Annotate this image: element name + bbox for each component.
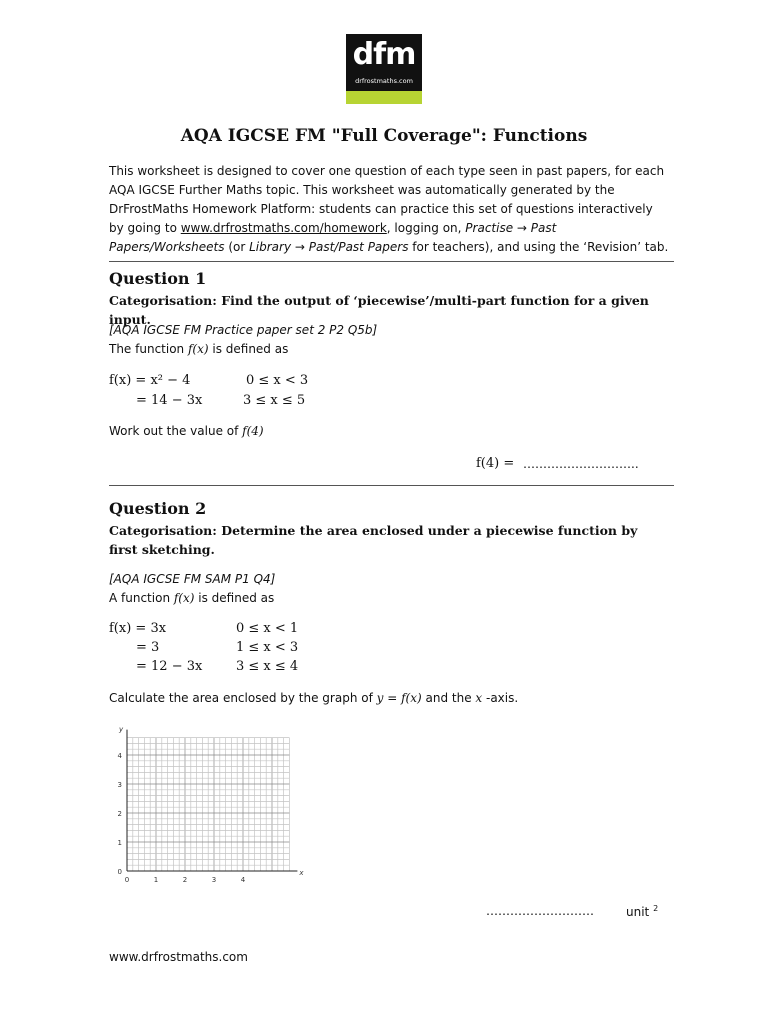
logo-text: dfm [352,37,416,72]
intro-text-4: for teachers), and using the ‘Revision’ tab. [408,240,669,254]
logo-url: drfrostmaths.com [355,77,413,85]
footer-url: www.drfrostmaths.com [109,950,248,964]
q1-source: [AQA IGCSE FM Practice paper set 2 P2 Q5b] [109,323,378,337]
q2-row-3-lhs: = 12 − 3x [136,659,203,674]
x-tick-label: 4 [240,876,246,884]
q2-row-1-lhs: f(x) = 3x [109,621,167,636]
q1-category: Categorisation: Find the output of ‘piecewise’/multi-part function for a given input. [109,293,649,327]
q2-source: [AQA IGCSE FM SAM P1 Q4] [109,572,276,586]
q2-row-3-cond: 3 ≤ x ≤ 4 [236,659,299,674]
q1-stem: The function f(x) is defined as [109,342,289,356]
y-tick-label: 3 [117,781,122,789]
page-title: AQA IGCSE FM "Full Coverage": Functions [180,126,588,146]
x-axis-label: x [299,869,304,877]
q1-row-1-lhs: f(x) = x² − 4 [109,373,191,388]
q2-heading: Question 2 [109,499,207,518]
q1-row-2-lhs: = 14 − 3x [136,393,203,408]
q2-row-2-cond: 1 ≤ x < 3 [236,640,299,655]
q1-ask: Work out the value of f(4) [109,424,264,438]
intro-library-path: Library → Past/Past Papers [249,240,409,254]
intro-practise-path: Practise → Past Papers/Worksheets [109,221,557,254]
q1-answer-label: f(4) = [476,456,515,471]
blank-grid[interactable] [100,718,304,890]
intro-text-2: , logging on, [386,221,466,235]
x-tick-label: 2 [182,876,188,884]
y-tick-label: 2 [117,810,122,818]
q1-row-2-cond: 3 ≤ x ≤ 5 [243,393,306,408]
q1-answer-line[interactable]: ……………………….. [523,457,639,471]
intro-paragraph [109,162,669,257]
q2-row-1-cond: 0 ≤ x < 1 [236,621,299,636]
q2-ask: Calculate the area enclosed by the graph of y = f(x) and the x -axis. [109,691,519,705]
intro-text-3: (or [224,240,250,254]
y-axis-label: y [119,725,124,734]
y-tick-label: 1 [117,839,122,847]
x-tick-label: 0 [124,876,130,884]
divider [109,485,674,486]
q2-answer-line[interactable]: ……………………… [486,904,594,918]
q2-category: Categorisation: Determine the area enclosed under a piecewise function by first sketching. [109,523,638,557]
intro-text-1: This worksheet is designed to cover one question of each type seen in past papers, for each AQA IGCSE Further Maths topic. This worksheet was automatically generated by the DrFrostMaths Homework Platform: students can practice this set of questions interactively by going to [109,164,665,235]
y-tick-label: 4 [117,752,122,760]
homework-link[interactable]: www.drfrostmaths.com/homework [180,221,387,235]
logo-accent-bar [346,91,422,104]
q1-row-1-cond: 0 ≤ x < 3 [246,373,309,388]
q1-heading: Question 1 [109,269,207,288]
q2-stem: A function f(x) is defined as [109,591,275,605]
divider [109,261,674,262]
q2-answer-unit: unit $^2$ [626,904,659,919]
x-tick-label: 3 [211,876,217,884]
q2-row-2-lhs: = 3 [136,640,160,655]
x-tick-label: 1 [153,876,159,884]
y-tick-label: 0 [117,868,122,876]
